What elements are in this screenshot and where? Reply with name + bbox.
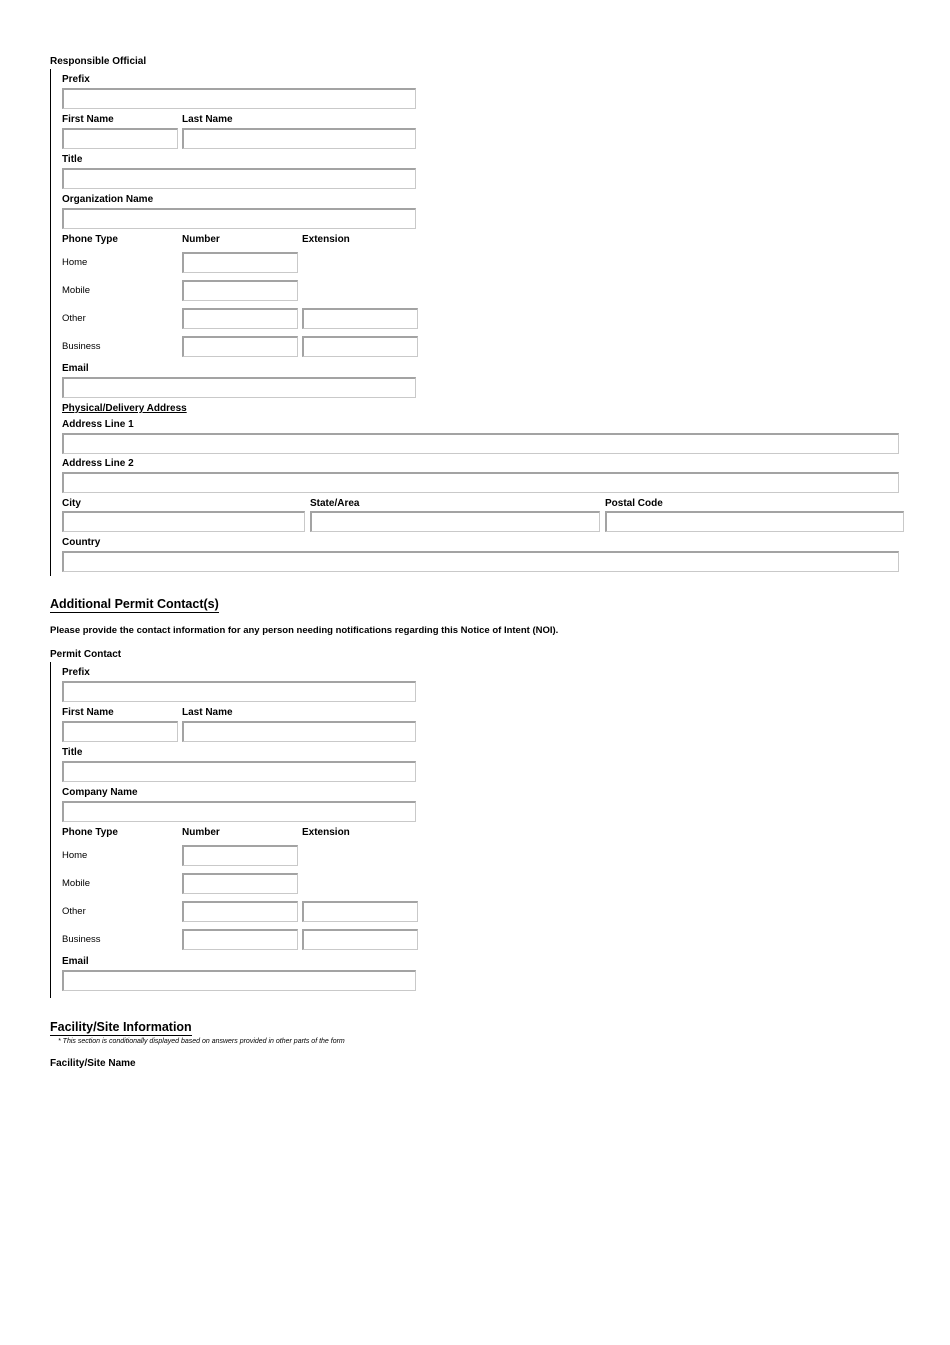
physical-address-heading: Physical/Delivery Address [62, 403, 187, 414]
country-label: Country [62, 537, 101, 548]
pc-phone-type-home: Home [62, 850, 88, 861]
pc-title-label: Title [62, 747, 83, 758]
home-number-input[interactable] [182, 252, 298, 273]
pc-company-name-label: Company Name [62, 787, 138, 798]
additional-contacts-instructions: Please provide the contact information for any person needing notifications regarding this Notice of Intent (NOI). [50, 625, 559, 636]
postal-code-label: Postal Code [605, 498, 663, 509]
pc-phone-type-label: Phone Type [62, 827, 118, 838]
pc-last-name-input[interactable] [182, 721, 416, 742]
pc-email-label: Email [62, 956, 89, 967]
phone-type-home: Home [62, 257, 88, 268]
section-divider-line [50, 69, 51, 576]
email-input[interactable] [62, 377, 416, 398]
address-line2-input[interactable] [62, 472, 899, 493]
title-input[interactable] [62, 168, 416, 189]
extension-label: Extension [302, 234, 350, 245]
email-label: Email [62, 363, 89, 374]
pc-email-input[interactable] [62, 970, 416, 991]
pc-phone-type-business: Business [62, 934, 101, 945]
pc-prefix-label: Prefix [62, 667, 90, 678]
pc-business-extension-input[interactable] [302, 929, 418, 950]
city-input[interactable] [62, 511, 305, 532]
city-label: City [62, 498, 81, 509]
pc-title-input[interactable] [62, 761, 416, 782]
pc-first-name-label: First Name [62, 707, 114, 718]
permit-contact-divider-line [50, 662, 51, 998]
prefix-input[interactable] [62, 88, 416, 109]
facility-section-title: Facility/Site Information [50, 1020, 192, 1034]
last-name-input[interactable] [182, 128, 416, 149]
pc-prefix-input[interactable] [62, 681, 416, 702]
pc-other-extension-input[interactable] [302, 901, 418, 922]
state-area-input[interactable] [310, 511, 600, 532]
pc-other-number-input[interactable] [182, 901, 298, 922]
pc-number-label: Number [182, 827, 220, 838]
facility-site-name-label: Facility/Site Name [50, 1058, 136, 1069]
business-number-input[interactable] [182, 336, 298, 357]
pc-mobile-number-input[interactable] [182, 873, 298, 894]
pc-first-name-input[interactable] [62, 721, 178, 742]
pc-business-number-input[interactable] [182, 929, 298, 950]
address-line2-label: Address Line 2 [62, 458, 134, 469]
mobile-number-input[interactable] [182, 280, 298, 301]
pc-extension-label: Extension [302, 827, 350, 838]
other-extension-input[interactable] [302, 308, 418, 329]
number-label: Number [182, 234, 220, 245]
address-line1-input[interactable] [62, 433, 899, 454]
title-label: Title [62, 154, 83, 165]
pc-phone-type-other: Other [62, 906, 86, 917]
business-extension-input[interactable] [302, 336, 418, 357]
organization-name-label: Organization Name [62, 194, 154, 205]
additional-contacts-title: Additional Permit Contact(s) [50, 597, 219, 611]
prefix-label: Prefix [62, 74, 90, 85]
last-name-label: Last Name [182, 114, 233, 125]
postal-code-input[interactable] [605, 511, 904, 532]
state-area-label: State/Area [310, 498, 360, 509]
first-name-label: First Name [62, 114, 114, 125]
other-number-input[interactable] [182, 308, 298, 329]
phone-type-business: Business [62, 341, 101, 352]
phone-type-other: Other [62, 313, 86, 324]
organization-name-input[interactable] [62, 208, 416, 229]
pc-home-number-input[interactable] [182, 845, 298, 866]
facility-conditional-note: * This section is conditionally displayed based on answers provided in other parts of the form [58, 1038, 345, 1045]
first-name-input[interactable] [62, 128, 178, 149]
pc-phone-type-mobile: Mobile [62, 878, 90, 889]
phone-type-label: Phone Type [62, 234, 118, 245]
address-line1-label: Address Line 1 [62, 419, 134, 430]
phone-type-mobile: Mobile [62, 285, 90, 296]
pc-company-name-input[interactable] [62, 801, 416, 822]
responsible-official-heading: Responsible Official [50, 56, 147, 67]
country-input[interactable] [62, 551, 899, 572]
pc-last-name-label: Last Name [182, 707, 233, 718]
permit-contact-heading: Permit Contact [50, 649, 122, 660]
